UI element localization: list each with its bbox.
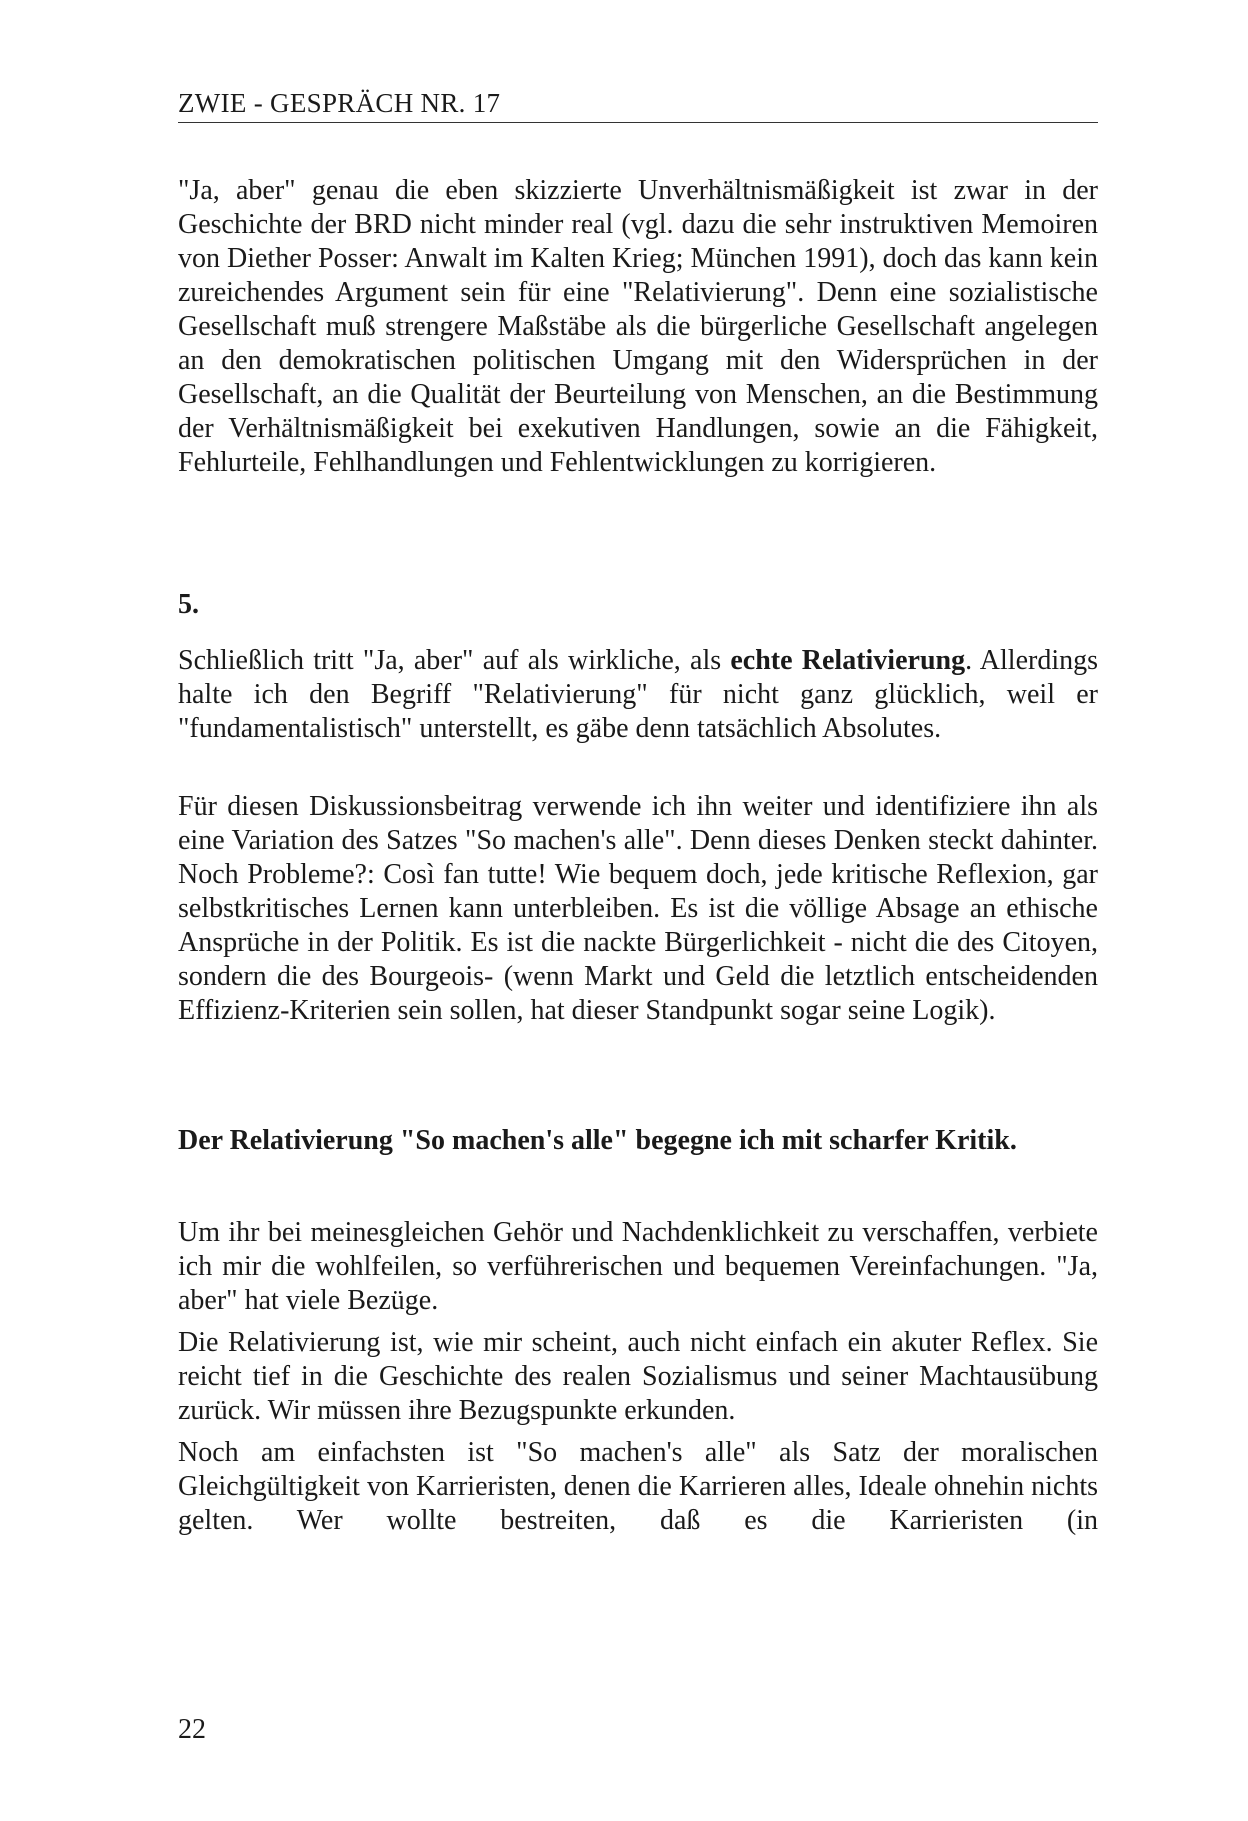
paragraph-2-block xyxy=(178,644,1098,746)
paragraph-6: Noch am einfachsten ist "So machen's alle" als Satz der moralischen Gleichgültigkeit von Karrieristen, denen die Karrieren alles, Ideale ohnehin nichts gelten. Wer wollte bestreiten, daß es die Karrieristen (in xyxy=(178,1437,1098,1536)
paragraph-4-block xyxy=(178,1216,1098,1318)
paragraph-2-end: . Allerdings halte ich den Begriff "Relativierung" für nicht ganz glücklich, weil er "fundamentalistisch" unterstellt, es gäbe denn tatsächlich Absolutes. xyxy=(178,645,1098,744)
paragraph-1: "Ja, aber" genau die eben skizzierte Unverhältnismäßigkeit ist zwar in der Geschichte der BRD nicht minder real (vgl. dazu die sehr instruktiven Memoiren von Diether Posser: Anwalt im Kalten Krieg; München 1991), doch das kann kein zureichendes Argument sein für eine "Relativierung". Denn eine sozialistische Gesellschaft muß strengere Maßstäbe als die bürgerliche Gesellschaft angelegen an den demokratischen politischen Umgang mit den Widersprüchen in der Gesellschaft, an die Qualität der Beurteilung von Menschen, an die Bestimmung der Verhältnismäßigkeit bei exekutiven Handlungen, sowie an die Fähigkeit, Fehlurteile, Fehlhandlungen und Fehlentwicklungen zu korrigieren. xyxy=(178,175,1098,478)
running-header: ZWIE - GESPRÄCH NR. 17 xyxy=(178,86,1098,123)
paragraph-5-block xyxy=(178,1326,1098,1428)
page-number: 22 xyxy=(178,1714,206,1745)
paragraph-2-start: Schließlich tritt "Ja, aber" auf als wirkliche, als xyxy=(178,645,731,676)
paragraph-2-emphasis: echte Relativierung xyxy=(730,645,966,676)
paragraph-6-block xyxy=(178,1436,1098,1538)
section-heading: Der Relativierung "So machen's alle" begegne ich mit scharfer Kritik. xyxy=(178,1125,1017,1156)
paragraph-4: Um ihr bei meinesgleichen Gehör und Nachdenklichkeit zu verschaffen, verbiete ich mir die wohlfeilen, so verführerischen und bequemen Vereinfachungen. "Ja, aber" hat viele Bezüge. xyxy=(178,1217,1098,1316)
paragraph-3: Für diesen Diskussionsbeitrag verwende ich ihn weiter und identifiziere ihn als eine Variation des Satzes "So machen's alle". Denn dieses Denken steckt dahinter. Noch Probleme?: Così fan tutte! Wie bequem doch, jede kritische Reflexion, gar selbstkritisches Lernen kann unterbleiben. Es ist die völlige Absage an ethische Ansprüche in der Politik. Es ist die nackte Bürgerlichkeit - nicht die des Citoyen, sondern die des Bourgeois- (wenn Markt und Geld die letztlich entscheidenden Effizienz-Kriterien sein sollen, hat dieser Standpunkt sogar seine Logik). xyxy=(178,791,1098,1026)
section-number: 5. xyxy=(178,589,199,620)
paragraph-2 xyxy=(178,644,1098,746)
paragraph-1-block xyxy=(178,174,1098,480)
paragraph-3-block xyxy=(178,790,1098,1028)
paragraph-5: Die Relativierung ist, wie mir scheint, auch nicht einfach ein akuter Reflex. Sie reicht tief in die Geschichte des realen Sozialismus und seiner Machtausübung zurück. Wir müssen ihre Bezugspunkte erkunden. xyxy=(178,1327,1098,1426)
